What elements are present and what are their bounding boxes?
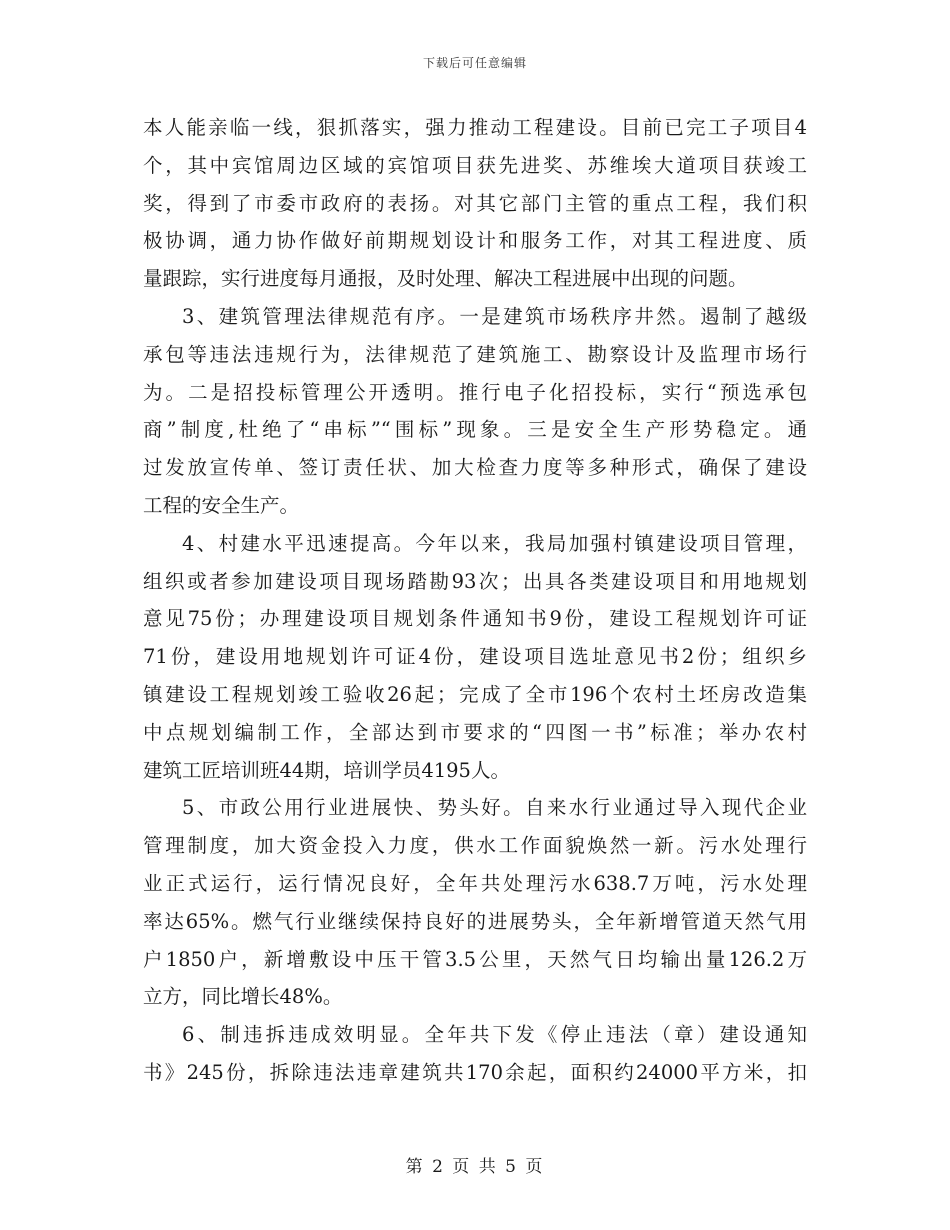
paragraph-4-heading-line: 4、村建水平迅速提高。今年以来，我局加强村镇建设项目管理， — [182, 531, 807, 555]
body-line: 本人能亲临一线，狠抓落实，强力推动工程建设。目前已完工子项目4 — [143, 116, 807, 139]
body-line: 立方，同比增长48%。 — [143, 985, 343, 1009]
body-line: 管理制度，加大资金投入力度，供水工作面貌焕然一新。污水处理行 — [143, 834, 807, 858]
body-line: 户1850户，新增敷设中压干管3.5公里，天然气日均输出量126.2万 — [143, 947, 807, 971]
body-line: 承包等违法违规行为，法律规范了建筑施工、勘察设计及监理市场行 — [143, 342, 807, 366]
body-line: 71份，建设用地规划许可证4份，建设项目选址意见书2份；组织乡 — [143, 645, 807, 669]
page-header-note: 下载后可任意编辑 — [422, 56, 527, 70]
body-line: 建筑工匠培训班44期，培训学员4195人。 — [143, 758, 510, 782]
body-line: 过发放宣传单、签订责任状、加大检查力度等多种形式，确保了建设 — [143, 456, 807, 480]
paragraph-3-heading-line: 3、建筑管理法律规范有序。一是建筑市场秩序井然。遏制了越级 — [182, 304, 807, 328]
body-line: 中点规划编制工作，全部达到市要求的“四图一书”标准；举办农村 — [143, 720, 807, 744]
body-line: 书》245份，拆除违法违章建筑共170余起，面积约24000平方米，扣 — [143, 1060, 807, 1084]
body-line: 为。二是招投标管理公开透明。推行电子化招投标，实行“预选承包 — [143, 380, 807, 404]
body-line: 极协调，通力协作做好前期规划设计和服务工作，对其工程进度、质 — [143, 229, 807, 253]
page-number-footer: 第 2 页 共 5 页 — [405, 1157, 545, 1177]
body-line: 率达65%。燃气行业继续保持良好的进展势头，全年新增管道天然气用 — [143, 909, 807, 933]
document-body — [143, 109, 807, 1092]
body-line: 量跟踪，实行进度每月通报，及时处理、解决工程进展中出现的问题。 — [143, 267, 748, 291]
body-line: 奖，得到了市委市政府的表扬。对其它部门主管的重点工程，我们积 — [143, 191, 807, 215]
body-line: 商”制度,杜绝了“串标”“围标”现象。三是安全生产形势稳定。通 — [143, 418, 807, 442]
body-line: 镇建设工程规划竣工验收26起；完成了全市196个农村土坯房改造集 — [143, 682, 807, 706]
body-line: 组织或者参加建设项目现场踏勘93次；出具各类建设项目和用地规划 — [143, 569, 807, 593]
body-line: 工程的安全生产。 — [143, 493, 300, 517]
paragraph-5-heading-line: 5、市政公用行业进展快、势头好。自来水行业通过导入现代企业 — [182, 796, 807, 820]
paragraph-6-heading-line: 6、制违拆违成效明显。全年共下发《停止违法（章）建设通知 — [182, 1023, 807, 1047]
body-line: 意见75份；办理建设项目规划条件通知书9份，建设工程规划许可证 — [143, 607, 807, 631]
body-line: 业正式运行，运行情况良好，全年共处理污水638.7万吨，污水处理 — [143, 871, 807, 895]
body-line: 个，其中宾馆周边区域的宾馆项目获先进奖、苏维埃大道项目获竣工 — [143, 153, 807, 177]
